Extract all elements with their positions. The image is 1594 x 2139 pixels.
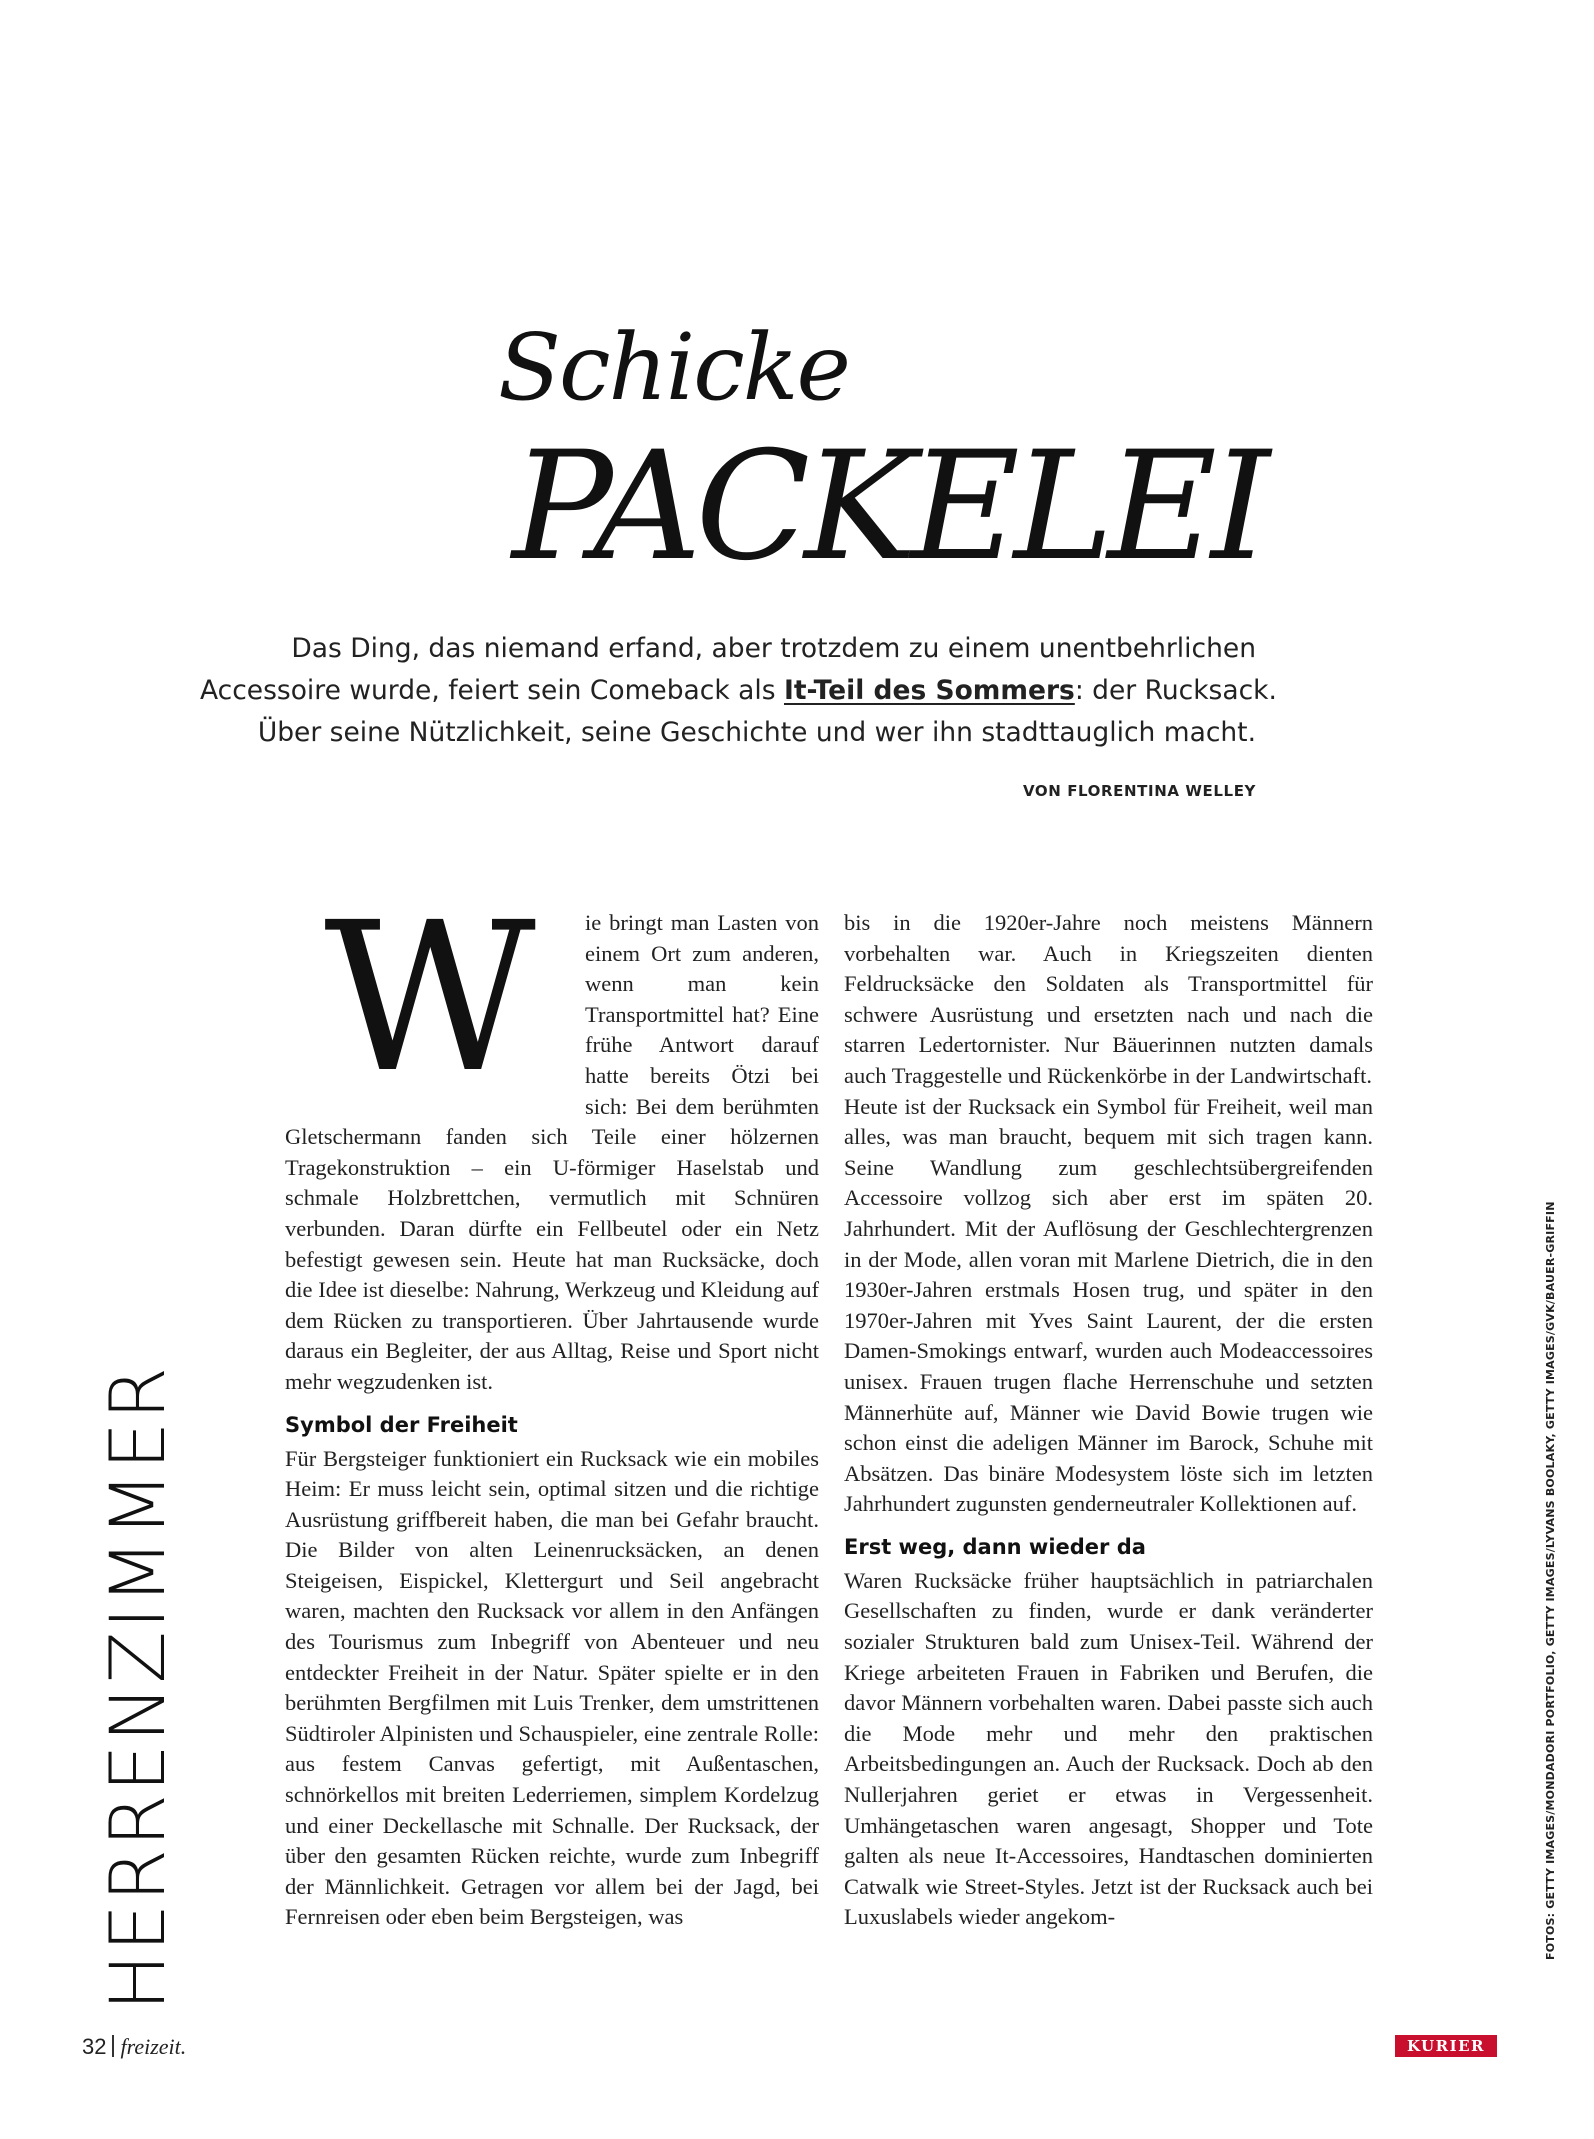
headline-line-1: Schicke — [498, 314, 849, 421]
drop-cap: W — [324, 878, 536, 1118]
subheading-symbol-der-freiheit: Symbol der Freiheit — [285, 1412, 518, 1437]
article-intro — [200, 628, 1277, 754]
paragraph-heute: Heute ist der Rucksack ein Symbol für Freiheit, weil man alles, was man braucht, bequem mit sich tragen kann. Seine Wandlung zum geschlechtsübergreifenden Accessoire vollzog sich aber erst im späten 20. Jahrhundert. Mit der Auflösung der Geschlechtergrenzen in der Mode, allen voran mit Marlene Dietrich, die in den 1930er-Jahren erstmals Hosen trug, und später in den 1970er-Jahren mit Yves Saint Laurent, der die ersten Damen-Smokings entwarf, wurden auch Modeaccessoires unisex. Frauen trugen flache Herrenschuhe und setzten Männerhüte auf, Männer wie David Bowie trugen wie schon einst die adeligen Männer im Barock, Schuhe mit Absätzen. Das binäre Modesystem löste sich im letzten Jahrhundert zugunsten genderneutraler Kollektionen auf. — [844, 1093, 1373, 1517]
intro-line-2-prefix: Accessoire wurde, feiert sein Comeback als — [200, 675, 784, 706]
magazine-name: freizeit. — [120, 2034, 187, 2059]
intro-line-3: Über seine Nützlichkeit, seine Geschichte und wer ihn stadttauglich macht. — [257, 717, 1256, 748]
article-column-2 — [844, 908, 1373, 1933]
page-footer — [82, 2034, 186, 2060]
intro-highlight: It-Teil des Sommers — [783, 675, 1075, 706]
paragraph-intro: ie bringt man Lasten von einem Ort zum anderen, wenn man kein Transportmittel hat? Eine frühe Antwort darauf hatte bereits Ötzi bei sich: Bei dem berühmten Gletschermann fanden sich Teile einer hölzernen Tragekonstruktion – ein U-förmiger Haselstab und schmale Holzbrettchen, vermutlich mit Schnüren verbunden. Daran dürfte ein Fellbeutel oder ein Netz befestigt gewesen sein. Heute hat man Rucksäcke, doch die Idee ist dieselbe: Nahrung, Werkzeug und Kleidung auf dem Rücken zu transportieren. Über Jahrtausende wurde daraus ein Begleiter, der aus Alltag, Reise und Sport nicht mehr wegzudenken ist. — [285, 910, 819, 1394]
paragraph-bergsteiger: Für Bergsteiger funktioniert ein Rucksack wie ein mobiles Heim: Er muss leicht sein, optimal sitzen und die richtige Ausrüstung griffbereit haben, die man bei Gefahr braucht. Die Bilder von alten Leinenrucksäcken, an denen Steigeisen, Eispickel, Klettergurt und Seil angebracht waren, machten den Rucksack vor allem in den Anfängen des Tourismus zum Inbegriff von Abenteuer und neu entdeckter Freiheit in der Natur. Später spielte er in den berühmten Bergfilmen mit Luis Trenker, dem umstrittenen Südtiroler Alpinisten und Schauspieler, eine zentrale Rolle: aus festem Canvas gefertigt, mit Außentaschen, schnörkellos mit breiten Lederriemen, simplem Kordelzug und einer Deckellasche mit Schnalle. Der Rucksack, der über den gesamten Rücken reichte, wurde zum Inbegriff der Männlichkeit. Getragen vor allem bei der Jagd, bei Fernreisen oder eben beim Bergsteigen, was — [285, 1445, 819, 1930]
photo-credit: FOTOS: GETTY IMAGES/MONDADORI PORTFOLIO, GETTY IMAGES/LYVANS BOOLAKY, GETTY IMAGES/GVK/BAUER-GRIFFIN — [1544, 1201, 1557, 1960]
headline-line-2: PACKELEI — [512, 420, 1265, 594]
intro-line-2-suffix: : der Rucksack. — [1074, 675, 1277, 706]
page-number: 32 — [82, 2034, 107, 2059]
section-label: HERRENZIMMER — [93, 1364, 182, 2011]
subheading-erst-weg: Erst weg, dann wieder da — [844, 1534, 1146, 1559]
intro-line-1: Das Ding, das niemand erfand, aber trotzdem zu einem unentbehrlichen — [291, 633, 1256, 664]
paragraph-rucksaecke: Waren Rucksäcke früher hauptsächlich in patriarchalen Gesellschaften zu finden, wurde er dank veränderter sozialer Strukturen bald zum Unisex-Teil. Während der Kriege arbeiteten Frauen in Fabriken und Berufen, die davor Männern vorbehalten waren. Dabei passte sich auch die Mode mehr und mehr den praktischen Arbeitsbedingungen an. Auch der Rucksack. Doch ab den Nullerjahren geriet er etwas in Vergessenheit. Umhängetaschen waren angesagt, Shopper und Tote galten als neue It-Accessoires, Handtaschen dominierten Catwalk wie Street-Styles. Jetzt ist der Rucksack auch bei Luxuslabels wieder angekom- — [844, 1567, 1373, 1930]
author-byline: VON FLORENTINA WELLEY — [1022, 782, 1256, 800]
footer-divider — [112, 2035, 114, 2057]
intro-line-2 — [200, 670, 1277, 712]
kurier-logo: KURIER — [1395, 2035, 1497, 2057]
article-column-1 — [285, 878, 819, 1933]
paragraph-continuation: bis in die 1920er-Jahre noch meistens Männern vorbehalten war. Auch in Kriegszeiten dienten Feldrucksäcke den Soldaten als Transportmittel für schwere Ausrüstung und ersetzten nach und nach die starren Ledertornister. Nur Bäuerinnen nutzten damals auch Traggestelle und Rückenkörbe in der Landwirtschaft. — [844, 910, 1373, 1088]
